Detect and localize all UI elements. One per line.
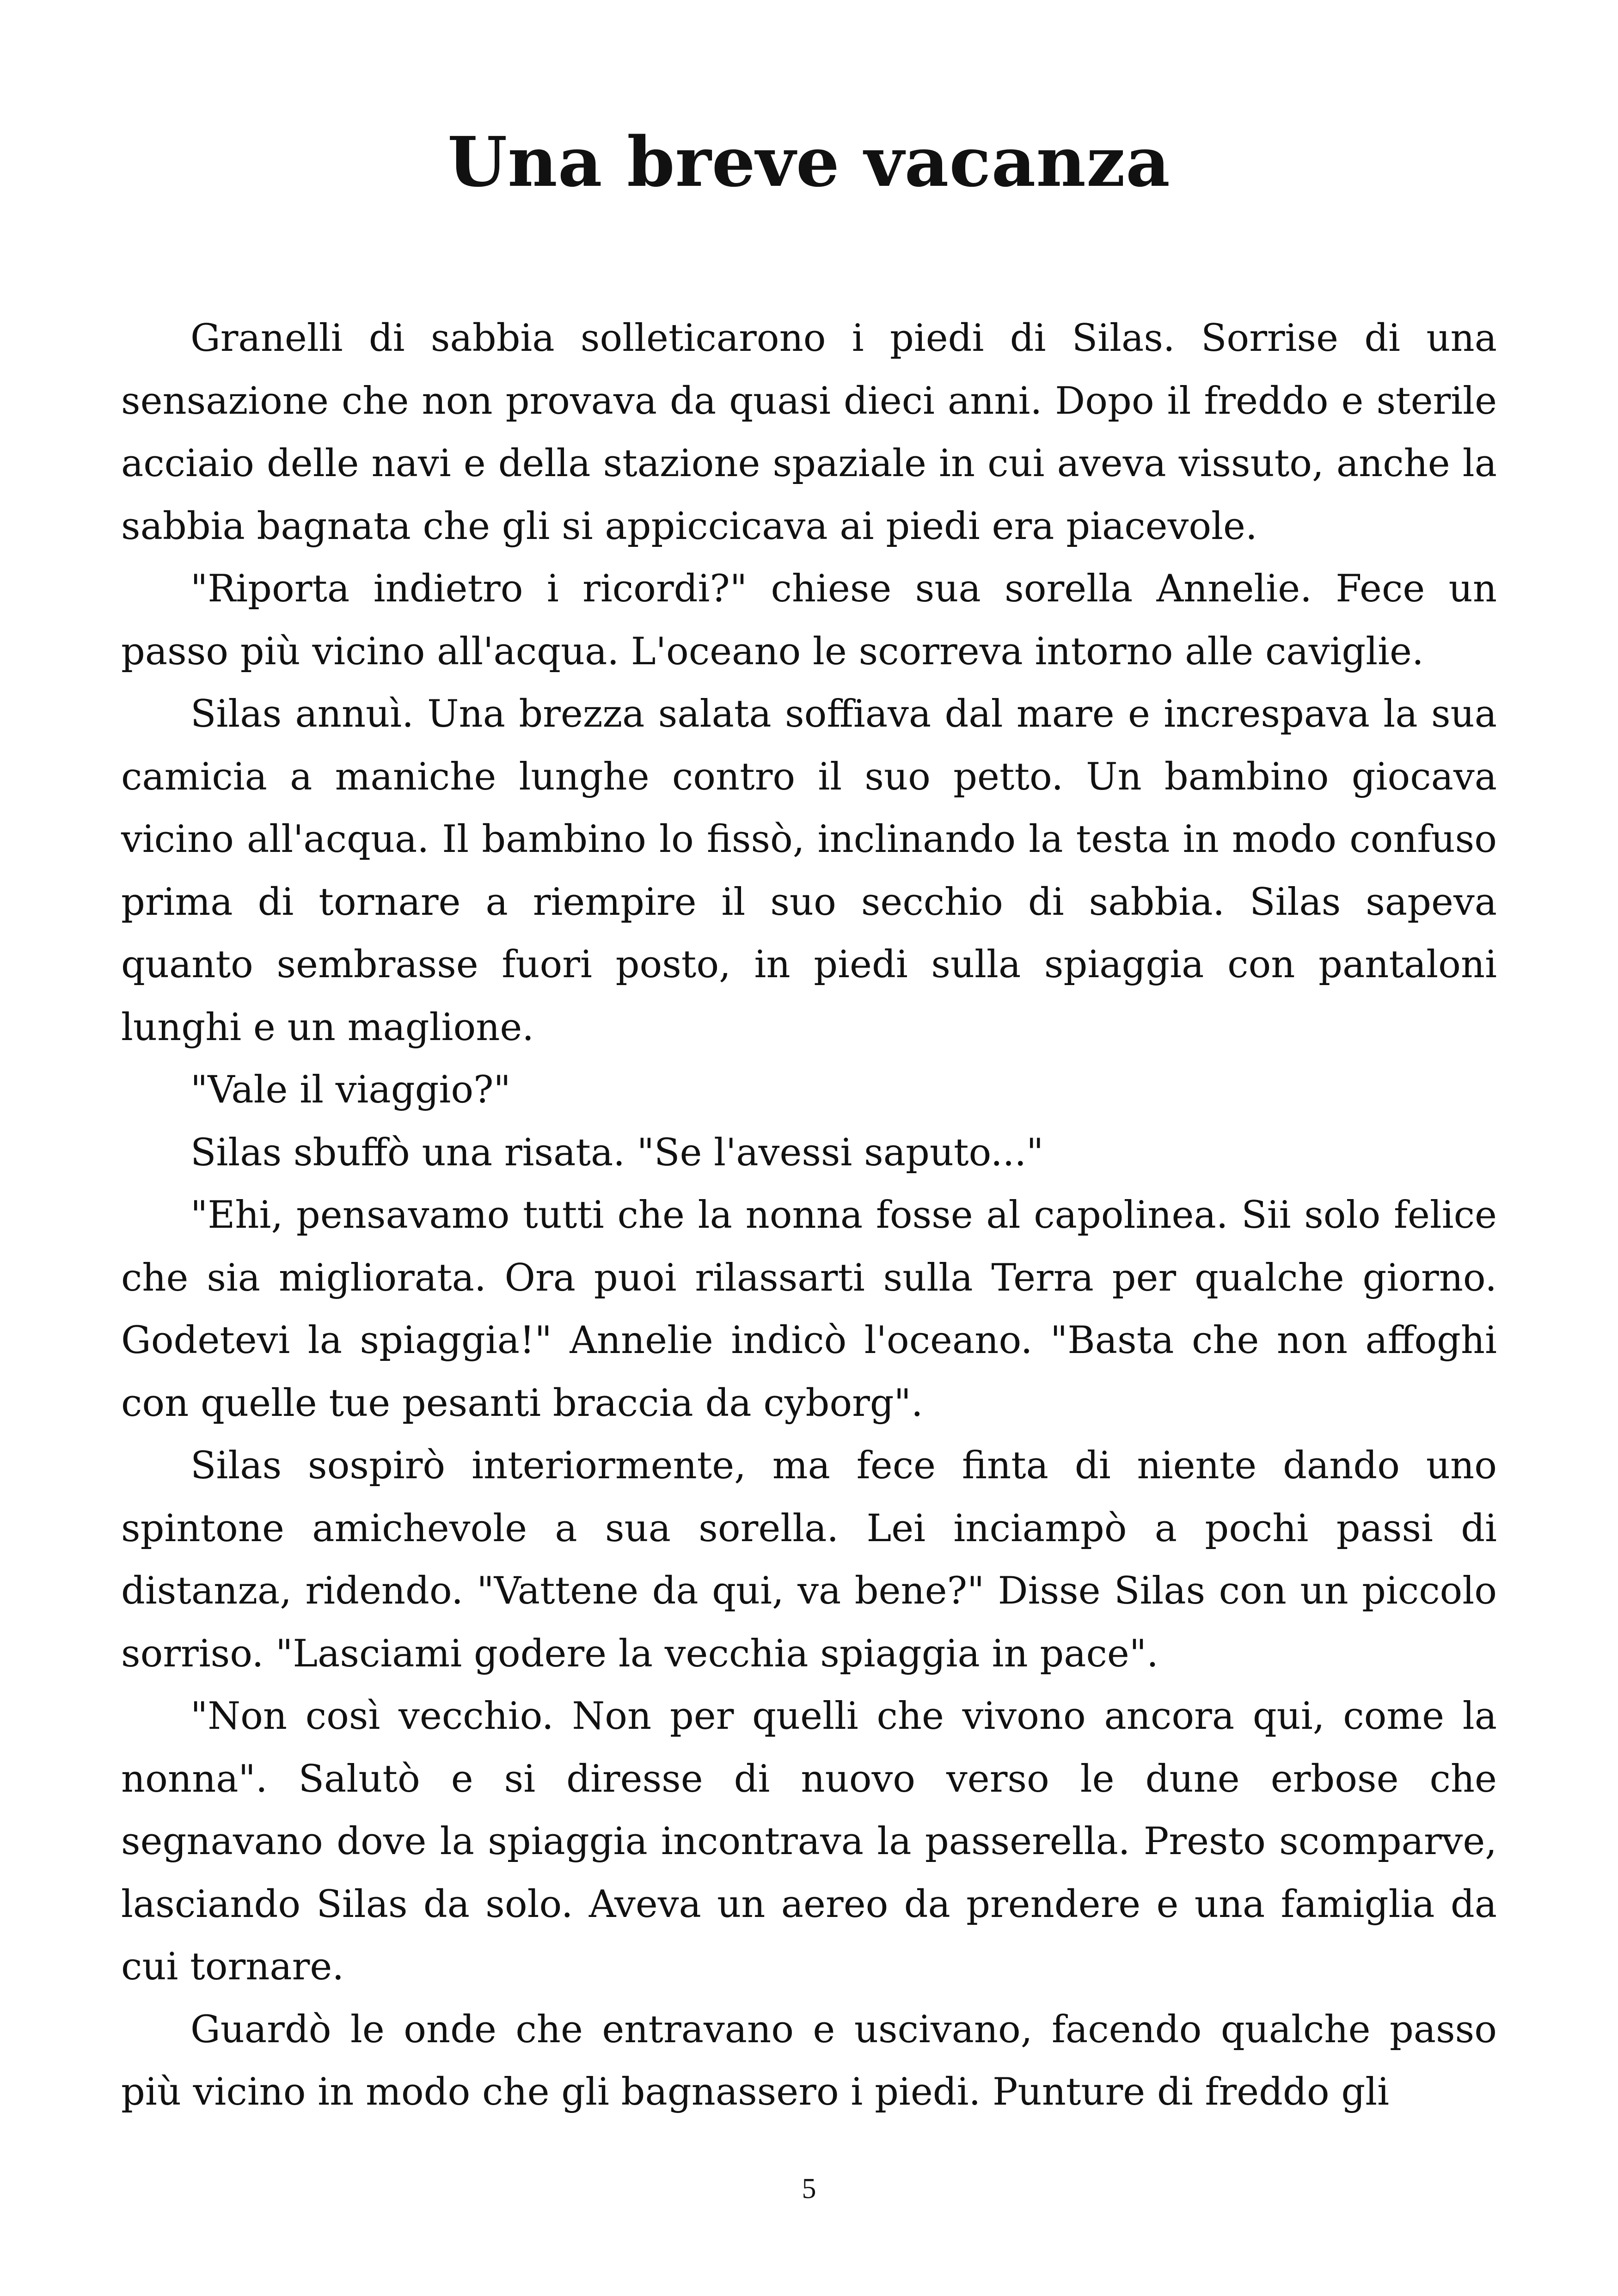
paragraph: Silas annuì. Una brezza salata soffiava dal mare e increspava la sua camicia a maniche lunghe contro il suo petto. Un bambino giocava vicino all'acqua. Il bambino lo fissò, inclinando la testa in modo confuso prima di tornare a riempire il suo secchio di sabbia. Silas sapeva quanto sembrasse fuori posto, in piedi sulla spiaggia con pantaloni lunghi e un maglione.: [121, 692, 1497, 1049]
paragraph: "Riporta indietro i ricordi?" chiese sua sorella Annelie. Fece un passo più vicino all'acqua. L'oceano le scorreva intorno alle caviglie.: [121, 567, 1497, 673]
paragraph: "Vale il viaggio?": [190, 1068, 511, 1112]
page-number: 5: [802, 2173, 816, 2204]
chapter-body: [121, 307, 1497, 2124]
paragraph: Silas sospirò interiormente, ma fece finta di niente dando uno spintone amichevole a sua sorella. Lei inciampò a pochi passi di distanza, ridendo. "Vattene da qui, va bene?" Disse Silas con un piccolo sorriso. "Lasciami godere la vecchia spiaggia in pace".: [121, 1444, 1497, 1676]
paragraph: "Non così vecchio. Non per quelli che vivono ancora qui, come la nonna". Salutò e si diresse di nuovo verso le dune erbose che segnavano dove la spiaggia incontrava la passerella. Presto scomparve, lasciando Silas da solo. Aveva un aereo da prendere e una famiglia da cui tornare.: [121, 1695, 1497, 1989]
paragraph: "Ehi, pensavamo tutti che la nonna fosse al capolinea. Sii solo felice che sia migliorata. Ora puoi rilassarti sulla Terra per qualche giorno. Godetevi la spiaggia!" Annelie indicò l'oceano. "Basta che non affoghi con quelle tue pesanti braccia da cyborg".: [121, 1194, 1497, 1425]
paragraph: Granelli di sabbia solleticarono i piedi di Silas. Sorrise di una sensazione che non provava da quasi dieci anni. Dopo il freddo e sterile acciaio delle navi e della stazione spaziale in cui aveva vissuto, anche la sabbia bagnata che gli si appiccicava ai piedi era piacevole.: [121, 317, 1497, 548]
paragraph: Silas sbuffò una risata. "Se l'avessi saputo...": [190, 1131, 1044, 1175]
chapter-title: Una breve vacanza: [447, 122, 1171, 202]
paragraph: Guardò le onde che entravano e uscivano, facendo qualche passo più vicino in modo che gli bagnassero i piedi. Punture di freddo gli: [121, 2008, 1497, 2114]
